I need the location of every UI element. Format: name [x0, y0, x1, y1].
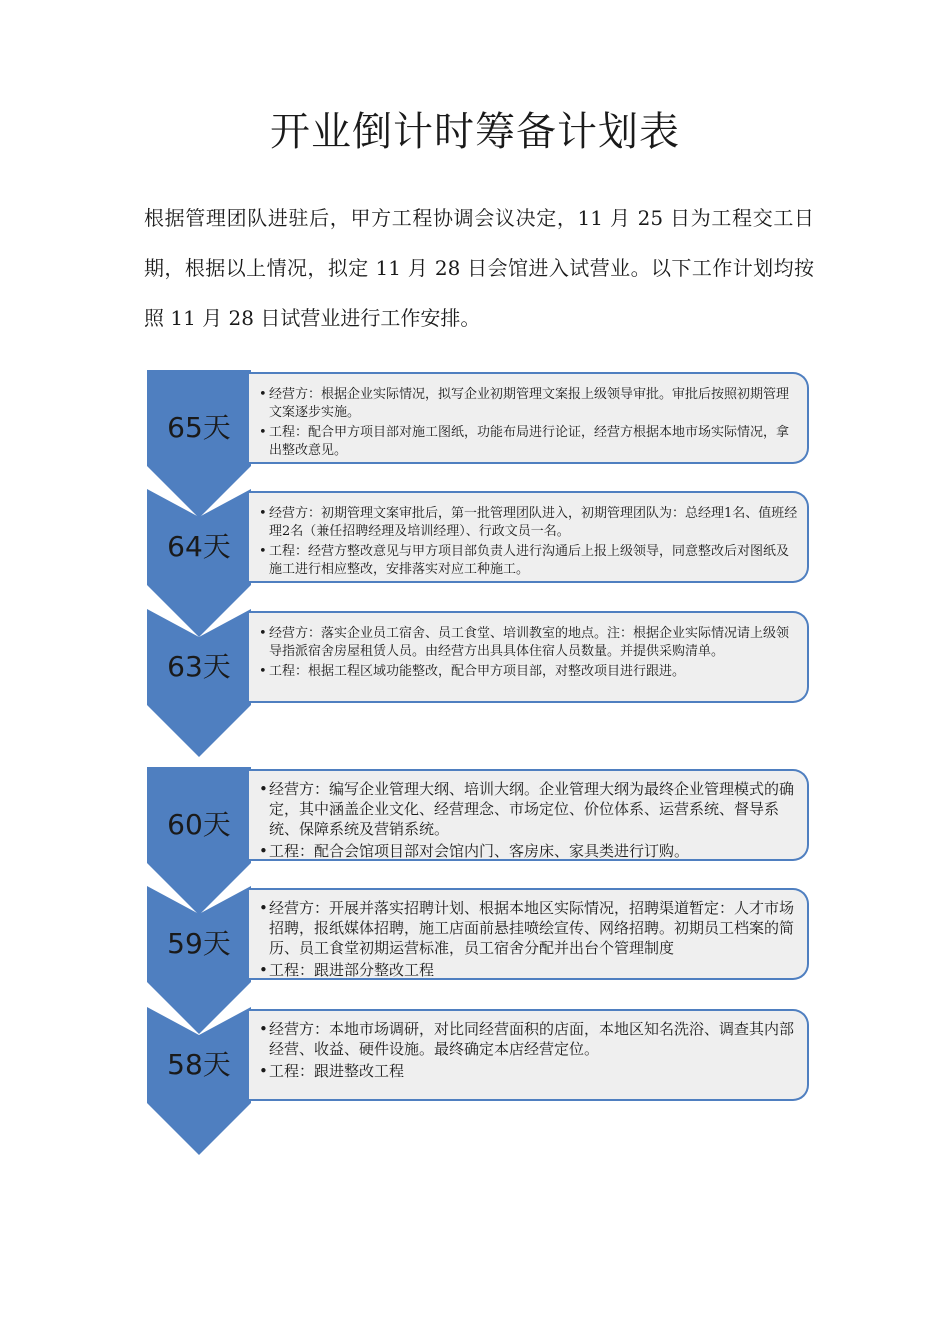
step-item: • 经营方：开展并落实招聘计划、根据本地区实际情况，招聘渠道暂定：人才市场招聘，报纸媒体招聘，施工店面前悬挂喷绘宣传、网络招聘。初期员工档案的简历、员工食堂初期运营标准，员工宿舍分配并出台个管理制度 [259, 898, 799, 958]
step-item: • 工程：跟进部分整改工程 [259, 960, 799, 980]
step-item: • 工程：配合会馆项目部对会馆内门、客房床、家具类进行订购。 [259, 841, 799, 861]
day-label: 60天 [167, 808, 231, 841]
step-card [249, 491, 809, 583]
step-card [249, 1009, 809, 1101]
intro-paragraph: 根据管理团队进驻后，甲方工程协调会议决定，11 月 25 日为工程交工日期，根据以上情况，拟定 11 月 28 日会馆进入试营业。以下工作计划均按照 11 月 28 日试营业进行工作安排。 [144, 206, 814, 330]
step-card [249, 888, 809, 980]
step-card [249, 769, 809, 861]
day-label: 65天 [167, 411, 231, 444]
day-label: 58天 [167, 1048, 231, 1081]
step-card [249, 372, 809, 464]
step-item: • 经营方：编写企业管理大纲、培训大纲。企业管理大纲为最终企业管理模式的确定，其中涵盖企业文化、经营理念、市场定位、价位体系、运营系统、督导系统、保障系统及营销系统。 [259, 779, 799, 839]
page-title: 开业倒计时筹备计划表 [270, 109, 680, 155]
step-item: • 经营方：初期管理文案审批后，第一批管理团队进入，初期管理团队为：总经理1名、值班经理2名（兼任招聘经理及培训经理）、行政文员一名。 [259, 505, 799, 541]
step-item: • 工程：经营方整改意见与甲方项目部负责人进行沟通后上报上级领导，同意整改后对图纸及施工进行相应整改，安排落实对应工种施工。 [259, 543, 799, 579]
step-item: • 经营方：本地市场调研，对比同经营面积的店面，本地区知名洗浴、调查其内部经营、收益、硬件设施。最终确定本店经营定位。 [259, 1019, 799, 1059]
step-item: • 工程：配合甲方项目部对施工图纸，功能布局进行论证，经营方根据本地市场实际情况，拿出整改意见。 [259, 424, 799, 460]
step-card [249, 611, 809, 703]
day-label: 64天 [167, 530, 231, 563]
step-item: • 工程：跟进整改工程 [259, 1061, 799, 1081]
step-item: • 经营方：根据企业实际情况，拟写企业初期管理文案报上级领导审批。审批后按照初期管理文案逐步实施。 [259, 386, 799, 422]
day-label: 59天 [167, 927, 231, 960]
day-label: 63天 [167, 650, 231, 683]
step-item: • 经营方：落实企业员工宿舍、员工食堂、培训教室的地点。注：根据企业实际情况请上级领导指派宿舍房屋租赁人员。由经营方出具具体住宿人员数量。并提供采购清单。 [259, 625, 799, 661]
step-item: • 工程：根据工程区域功能整改，配合甲方项目部，对整改项目进行跟进。 [259, 663, 799, 681]
